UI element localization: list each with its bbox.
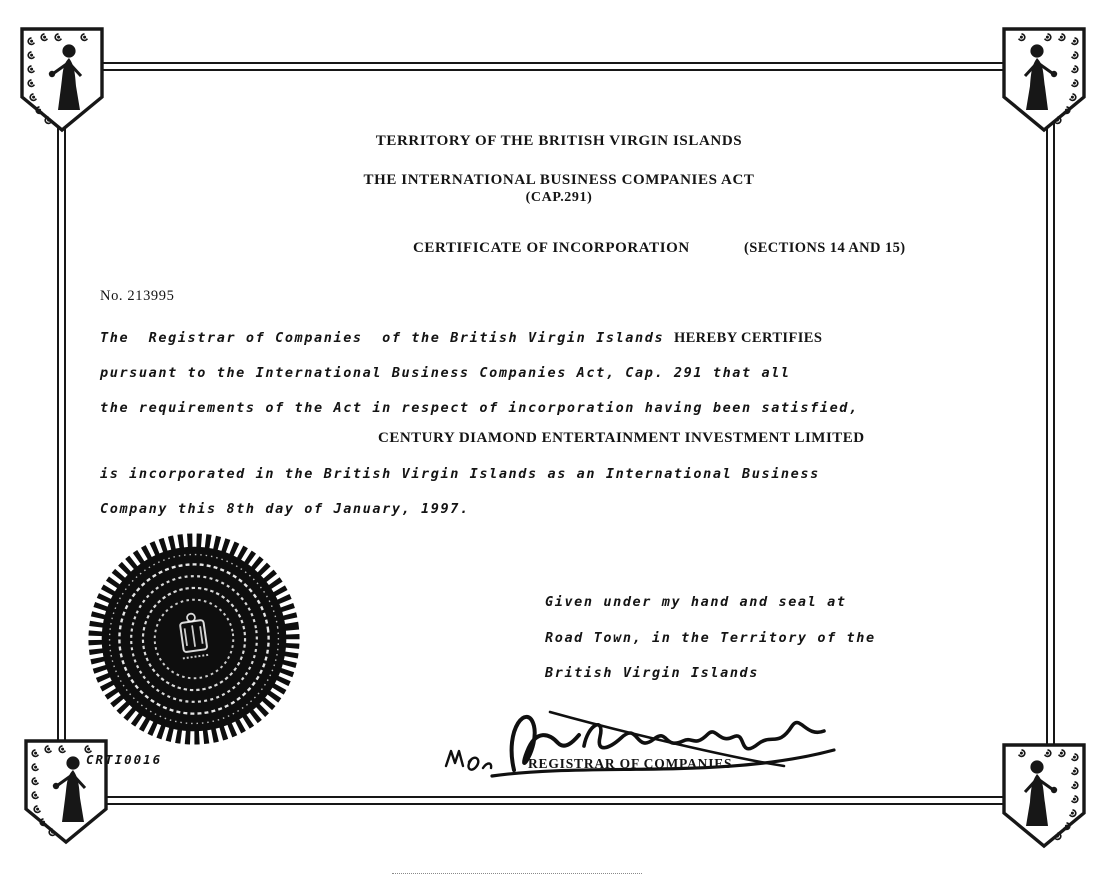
company-name: CENTURY DIAMOND ENTERTAINMENT INVESTMENT LIMITED <box>378 430 865 446</box>
document-code: CRTI0016 <box>86 752 163 767</box>
attestation-line-2: Road Town, in the Territory of the <box>545 629 876 646</box>
body-line-3: the requirements of the Act in respect of incorporation having been satisfied, <box>100 400 859 416</box>
scan-artifact-dotted-line <box>392 873 642 874</box>
border-top-inner-line <box>100 69 1005 71</box>
body-line-1 <box>100 330 822 347</box>
body-line-5: Company this 8th day of January, 1997. <box>100 501 470 517</box>
border-bottom-inner-line <box>100 796 1005 798</box>
attestation-line-3: British Virgin Islands <box>545 665 760 681</box>
certificate-number: No. 213995 <box>100 288 175 304</box>
border-top-outer-line <box>100 62 1005 64</box>
cap-heading: (CAP.291) <box>525 190 593 205</box>
territory-heading: TERRITORY OF THE BRITISH VIRGIN ISLANDS <box>375 133 743 149</box>
attestation-line-1: Given under my hand and seal at <box>545 594 847 610</box>
border-right-inner-line <box>1046 122 1048 750</box>
bvi-coat-of-arms-icon <box>1000 26 1088 134</box>
bvi-coat-of-arms-icon <box>1000 742 1088 850</box>
registrar-signature <box>432 688 842 793</box>
body-line-2: pursuant to the International Business Companies Act, Cap. 291 that all <box>100 365 791 381</box>
border-left-outer-line <box>57 120 59 748</box>
registrar-seal-icon <box>86 531 302 747</box>
registrar-of-companies-label: REGISTRAR OF COMPANIES <box>528 756 733 771</box>
border-right-outer-line <box>1053 122 1055 750</box>
border-left-inner-line <box>64 120 66 748</box>
body-line-4: is incorporated in the British Virgin Islands as an International Business <box>100 466 820 482</box>
border-bottom-outer-line <box>100 803 1005 805</box>
hereby-certifies-text: HEREBY CERTIFIES <box>673 330 823 346</box>
certificate-title: CERTIFICATE OF INCORPORATION <box>413 240 690 256</box>
sections-reference: (SECTIONS 14 AND 15) <box>744 240 906 256</box>
bvi-coat-of-arms-icon <box>18 26 106 134</box>
act-heading: THE INTERNATIONAL BUSINESS COMPANIES ACT <box>363 172 755 188</box>
body-line-1-typed: The Registrar of Companies of the British Virgin Islands <box>100 330 674 346</box>
